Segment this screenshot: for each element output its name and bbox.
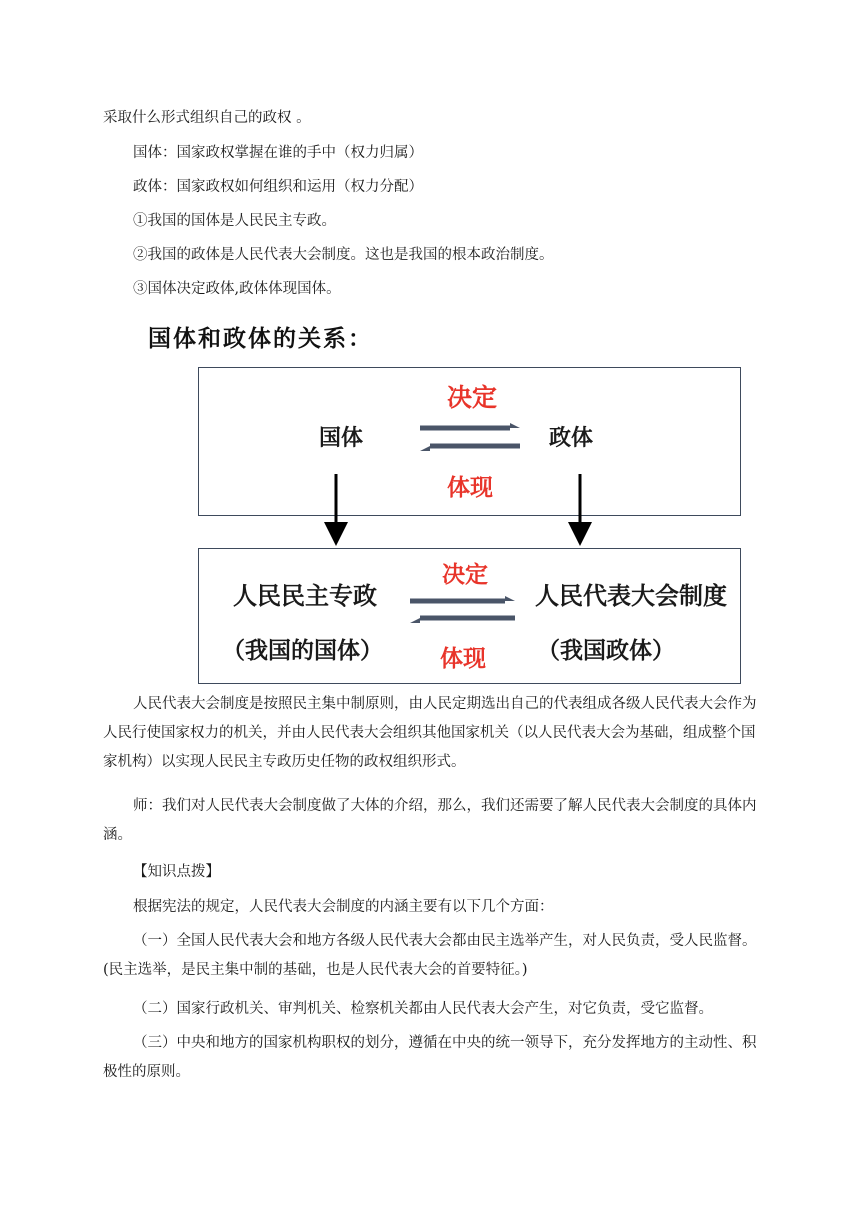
paragraph: 师：我们对人民代表大会制度做了大体的介绍，那么，我们还需要了解人民代表大会制度的具体内涵。 (103, 798, 757, 843)
bottom-left-label: 人民民主专政 (233, 582, 377, 610)
paragraph: 国体：国家政权掌握在谁的手中（权力归属） (133, 145, 423, 161)
bottom-right-sub-label: （我国政体） (537, 638, 675, 664)
paragraph: ①我国的国体是人民民主专政。 (133, 213, 336, 229)
paragraph: 【知识点拨】 (133, 864, 220, 880)
paragraph: 根据宪法的规定，人民代表大会制度的内涵主要有以下几个方面： (133, 899, 554, 915)
top-right-label: 政体 (549, 426, 594, 451)
paragraph: （一）全国人民代表大会和地方各级人民代表大会都由民主选举产生，对人民负责，受人民监督。(民主选举，是民主集中制的基础，也是人民代表大会的首要特征。) (103, 933, 757, 978)
top-reflect-label: 体现 (447, 475, 493, 501)
paragraph: 政体：国家政权如何组织和运用（权力分配） (133, 179, 423, 195)
paragraph: 人民代表大会制度是按照民主集中制原则，由人民定期选出自己的代表组成各级人民代表大会作为人民行使国家权力的机关，并由人民代表大会组织其他国家机关（以人民代表大会为基础，组成整个国家机构）以实现人民民主专政历史任物的政权组织形式。 (103, 696, 757, 770)
paragraph: 采取什么形式组织自己的政权 。 (103, 110, 311, 126)
diagram-heading: 国体和政体的关系： (148, 326, 373, 352)
bottom-left-sub-label: （我国的国体） (222, 638, 383, 664)
bottom-exchange-arrows (410, 596, 515, 623)
bottom-decide-label: 决定 (442, 562, 488, 588)
paragraph: ②我国的政体是人民代表大会制度。这也是我国的根本政治制度。 (133, 247, 554, 263)
top-exchange-arrows (420, 423, 520, 451)
bottom-reflect-label: 体现 (440, 646, 486, 672)
paragraph: （三）中央和地方的国家机构职权的划分，遵循在中央的统一领导下，充分发挥地方的主动性、积极性的原则。 (103, 1035, 757, 1080)
top-decide-label: 决定 (447, 383, 498, 412)
top-left-label: 国体 (319, 426, 364, 451)
paragraph: ③国体决定政体,政体体现国体。 (133, 281, 341, 297)
bottom-right-label: 人民代表大会制度 (535, 582, 727, 610)
paragraph: （二）国家行政机关、审判机关、检察机关都由人民代表大会产生，对它负责，受它监督。 (133, 1001, 713, 1017)
